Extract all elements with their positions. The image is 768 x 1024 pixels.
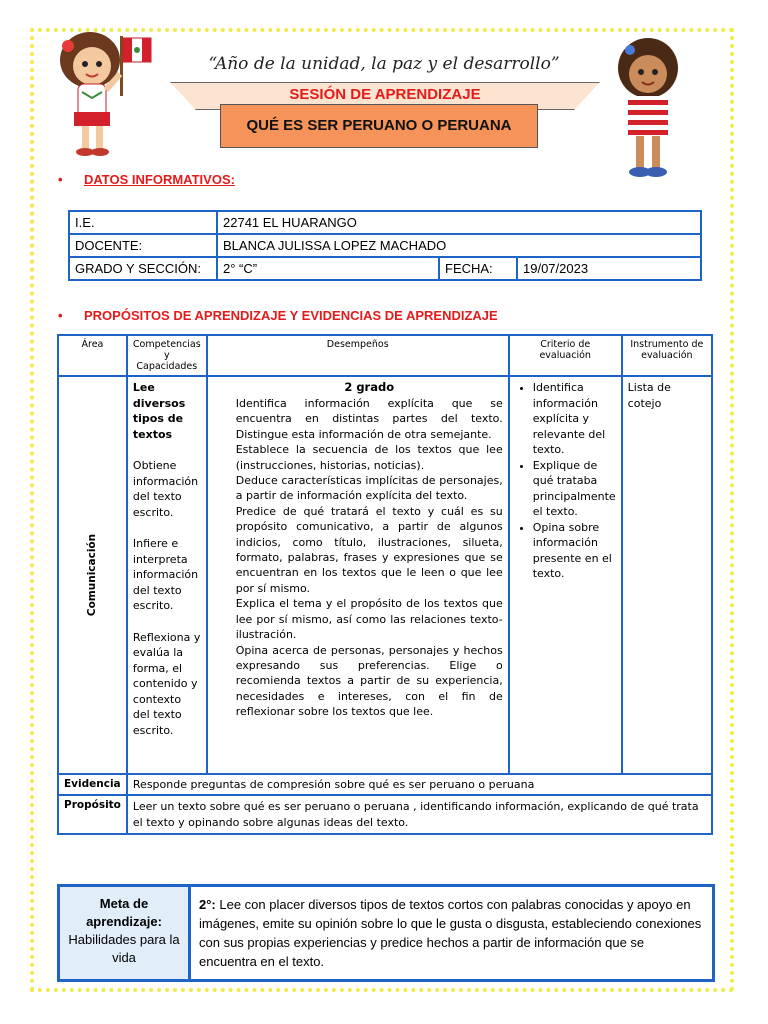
girl-with-flag-illustration [48,24,158,164]
grado-heading: 2 grado [344,380,395,394]
criterio-item: • Identifica información explícita y relevante del texto. [533,380,616,458]
competencia-item: Infiere e interpreta información del texto escrito. [132,537,199,612]
meta-label: Meta de aprendizaje: [86,896,162,929]
section-datos-label: DATOS INFORMATIVOS: [84,172,235,187]
proposito-value: Leer un texto sobre qué es ser peruano o peruana , identificando información, explicando de qué trata el texto y opinando sobre algunas ideas del texto. [127,795,712,834]
table-row [59,886,714,981]
competencia-item: Obtiene información del texto escrito. [132,459,199,519]
ie-label: I.E. [69,211,217,234]
section-datos [58,172,235,187]
grado-value: 2° “C” [217,257,439,280]
evidencia-value: Responde preguntas de compresión sobre qué es ser peruano o peruana [127,774,712,795]
docente-value: BLANCA JULISSA LOPEZ MACHADO [217,234,701,257]
meta-sublabel: Habilidades para la vida [68,932,180,965]
desempeno-item: Explica el tema y el propósito de los textos que lee por sí mismo, así como las relaciones texto-ilustración. [235,597,503,642]
desempeno-item: Deduce características implícitas de personajes, a partir de información explícita del texto. [235,474,503,503]
meta-grade: 2°: [199,897,216,912]
table-row [58,795,712,834]
evidencia-label: Evidencia [58,774,127,795]
header-instrumento: Instrumento de evaluación [622,335,712,376]
ie-value: 22741 EL HUARANGO [217,211,701,234]
header-desempenos: Desempeños [207,335,509,376]
proposito-label: Propósito [58,795,127,834]
fecha-label: FECHA: [439,257,517,280]
header-competencias: Competencias y Capacidades [127,335,207,376]
competencias-cell [127,376,207,774]
fecha-value: 19/07/2023 [517,257,701,280]
page-title: QUÉ ES SER PERUANO O PERUANA [246,117,512,134]
meta-text-cell [190,886,714,981]
meta-label-cell [59,886,190,981]
desempenos-cell [207,376,509,774]
bullet-icon: • [58,308,63,323]
desempeno-item: Identifica información explícita que se encuentra en distintas partes del texto. Distingue esta información de otra semejante. [235,397,503,441]
instrumento-cell: Lista de cotejo [622,376,712,774]
header-criterio: Criterio de evaluación [509,335,622,376]
competencia-item: Lee diversos tipos de textos [132,381,186,441]
desempeno-item: Establece la secuencia de los textos que lee (instrucciones, historias, noticias). [235,443,503,472]
docente-label: DOCENTE: [69,234,217,257]
criterio-cell [509,376,622,774]
criterio-item: • Explique de qué trataba principalmente el texto. [533,458,616,520]
table-row [69,257,701,280]
competencia-item: Reflexiona y evalúa la forma, el contenido y contexto del texto escrito. [132,630,201,737]
table-row [58,774,712,795]
table-header-row [58,335,712,376]
desempeno-item: Opina acerca de personas, personajes y hechos expresando sus preferencias. Elige o recomienda textos a partir de su experiencia, necesidades e intereses, con el fin de reflexionar sobre los textos que lee. [235,643,503,719]
bullet-icon: • [58,172,63,187]
grado-label: GRADO Y SECCIÓN: [69,257,217,280]
desempeno-item: Predice de qué tratará el texto y cuál es su propósito comunicativo, a partir de algunos indicios, como título, ilustraciones, silueta, formato, palabras, frases y expresiones que se encuentran en los textos que le leen o que lee por sí mismo. [235,504,503,595]
meta-text: Lee con placer diversos tipos de textos cortos con palabras conocidas y apoyo en imágenes, emite su opinión sobre lo que le gusta o disgusta, estableciendo conexiones con sus propias experiencias y predice hechos a partir de información que se encuentra en el texto. [199,897,702,969]
area-cell [58,376,127,774]
meta-table [57,884,715,982]
table-row [58,376,712,774]
area-label: Comunicación [86,533,99,617]
criterio-item: • Opina sobre información presente en el texto. [533,520,616,582]
header-area: Área [58,335,127,376]
section-propositos [58,308,498,323]
motto-text: “Año de la unidad, la paz y el desarrollo” [208,54,560,74]
section-propositos-label: PROPÓSITOS DE APRENDIZAJE Y EVIDENCIAS DE APRENDIZAJE [84,308,498,323]
table-row [69,234,701,257]
table-row [69,211,701,234]
datos-table [68,210,702,281]
session-label: SESIÓN DE APRENDIZAJE [289,86,481,103]
learning-table [57,334,713,835]
